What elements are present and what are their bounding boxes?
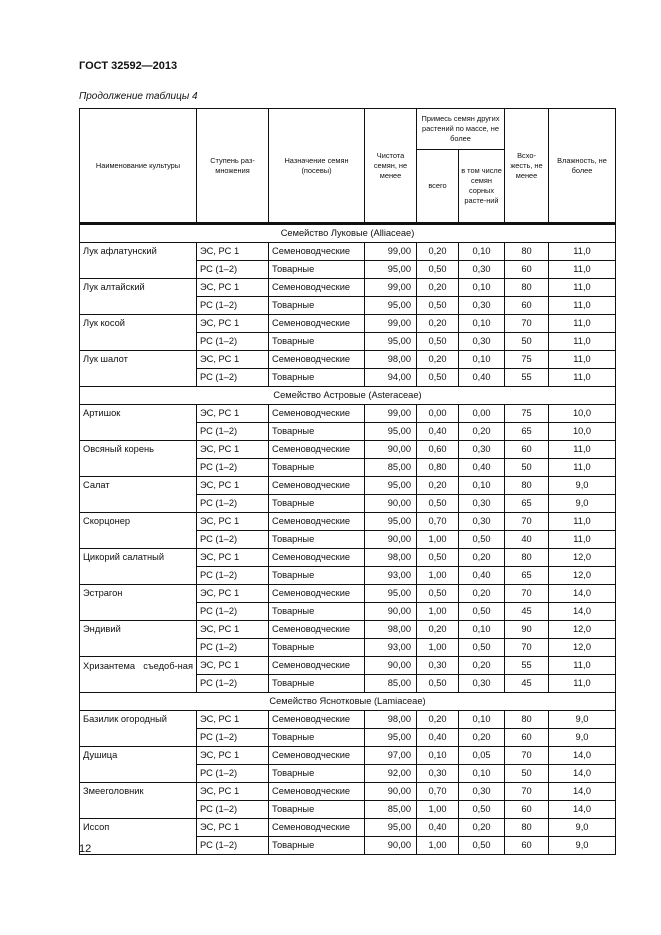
admixture-weeds-cell: 0,05 (459, 747, 505, 765)
germination-cell: 75 (505, 405, 549, 423)
germination-cell: 50 (505, 333, 549, 351)
purity-cell: 90,00 (365, 783, 417, 801)
document-title: ГОСТ 32592—2013 (79, 60, 178, 72)
admixture-total-cell: 0,50 (417, 333, 459, 351)
purity-cell: 93,00 (365, 567, 417, 585)
admixture-weeds-cell: 0,10 (459, 765, 505, 783)
moisture-cell: 11,0 (549, 657, 616, 675)
crop-name (80, 747, 197, 783)
table-row (80, 315, 616, 333)
purity-cell: 93,00 (365, 639, 417, 657)
stage-cell: РС (1–2) (197, 729, 269, 747)
moisture-cell: 9,0 (549, 711, 616, 729)
purpose-cell: Товарные (269, 495, 365, 513)
admixture-weeds-cell: 0,10 (459, 279, 505, 297)
admixture-total-cell: 0,70 (417, 783, 459, 801)
germination-cell: 70 (505, 783, 549, 801)
admixture-total-cell: 1,00 (417, 837, 459, 855)
admixture-weeds-cell: 0,20 (459, 657, 505, 675)
header-purpose: Назначение семян (посевы) (269, 109, 365, 224)
crop-name-text: Салат (83, 480, 110, 490)
purity-cell: 98,00 (365, 351, 417, 369)
stage-cell: РС (1–2) (197, 801, 269, 819)
crop-name-text: Базилик огородный (83, 714, 167, 724)
moisture-cell: 9,0 (549, 837, 616, 855)
admixture-total-cell: 0,20 (417, 243, 459, 261)
stage-cell: ЭС, РС 1 (197, 315, 269, 333)
moisture-cell: 11,0 (549, 333, 616, 351)
purpose-cell: Семеноводческие (269, 279, 365, 297)
crop-name (80, 657, 197, 693)
table-row (80, 279, 616, 297)
stage-cell: ЭС, РС 1 (197, 657, 269, 675)
header-crop: Наименование культуры (80, 109, 197, 224)
admixture-total-cell: 0,30 (417, 657, 459, 675)
admixture-total-cell: 1,00 (417, 603, 459, 621)
moisture-cell: 14,0 (549, 585, 616, 603)
admixture-total-cell: 0,20 (417, 315, 459, 333)
moisture-cell: 14,0 (549, 801, 616, 819)
family-row (80, 225, 616, 243)
table-row (80, 621, 616, 639)
stage-cell: ЭС, РС 1 (197, 243, 269, 261)
moisture-cell: 11,0 (549, 369, 616, 387)
purpose-cell: Товарные (269, 531, 365, 549)
germination-cell: 55 (505, 369, 549, 387)
admixture-total-cell: 0,40 (417, 729, 459, 747)
family-row (80, 693, 616, 711)
purpose-cell: Товарные (269, 603, 365, 621)
crop-name (80, 513, 197, 549)
table-row (80, 405, 616, 423)
purity-cell: 90,00 (365, 603, 417, 621)
purpose-cell: Семеноводческие (269, 243, 365, 261)
crop-name-text: Душица (83, 750, 118, 760)
admixture-total-cell: 0,50 (417, 261, 459, 279)
germination-cell: 60 (505, 441, 549, 459)
moisture-cell: 9,0 (549, 819, 616, 837)
purpose-cell: Семеноводческие (269, 585, 365, 603)
crop-name (80, 315, 197, 351)
stage-cell: ЭС, РС 1 (197, 513, 269, 531)
admixture-total-cell: 1,00 (417, 531, 459, 549)
germination-cell: 45 (505, 675, 549, 693)
purpose-cell: Семеноводческие (269, 819, 365, 837)
germination-cell: 55 (505, 657, 549, 675)
purity-cell: 99,00 (365, 405, 417, 423)
germination-cell: 80 (505, 243, 549, 261)
header-stage: Ступень раз-множения (197, 109, 269, 224)
germination-cell: 80 (505, 549, 549, 567)
crop-name (80, 621, 197, 657)
moisture-cell: 12,0 (549, 639, 616, 657)
germination-cell: 45 (505, 603, 549, 621)
admixture-weeds-cell: 0,30 (459, 261, 505, 279)
crop-name (80, 783, 197, 819)
table-continuation-caption: Продолжение таблицы 4 (79, 91, 198, 102)
germination-cell: 50 (505, 459, 549, 477)
germination-cell: 60 (505, 801, 549, 819)
admixture-weeds-cell: 0,30 (459, 441, 505, 459)
admixture-weeds-cell: 0,20 (459, 819, 505, 837)
table-row (80, 243, 616, 261)
purity-cell: 99,00 (365, 279, 417, 297)
admixture-total-cell: 0,50 (417, 549, 459, 567)
purity-cell: 90,00 (365, 531, 417, 549)
crop-name-text: Лук алтайский (83, 282, 145, 292)
moisture-cell: 11,0 (549, 441, 616, 459)
purity-cell: 98,00 (365, 549, 417, 567)
moisture-cell: 11,0 (549, 243, 616, 261)
stage-cell: ЭС, РС 1 (197, 585, 269, 603)
stage-cell: ЭС, РС 1 (197, 549, 269, 567)
purity-cell: 95,00 (365, 423, 417, 441)
purpose-cell: Товарные (269, 423, 365, 441)
crop-name-text: Артишок (83, 408, 121, 418)
moisture-cell: 14,0 (549, 765, 616, 783)
page-number: 12 (79, 843, 92, 855)
purpose-cell: Семеноводческие (269, 747, 365, 765)
moisture-cell: 9,0 (549, 477, 616, 495)
admixture-weeds-cell: 0,40 (459, 567, 505, 585)
purity-cell: 90,00 (365, 495, 417, 513)
germination-cell: 65 (505, 567, 549, 585)
crop-name-text: Цикорий салатный (83, 552, 165, 562)
header-purity: Чистота семян, не менее (365, 109, 417, 224)
header-admixture-weeds: в том числе семян сорных расте-ний (459, 150, 505, 224)
crop-name (80, 819, 197, 855)
purpose-cell: Товарные (269, 297, 365, 315)
purity-cell: 92,00 (365, 765, 417, 783)
germination-cell: 60 (505, 297, 549, 315)
moisture-cell: 11,0 (549, 297, 616, 315)
purity-cell: 94,00 (365, 369, 417, 387)
crop-name-text: Змееголовник (83, 786, 144, 796)
stage-cell: ЭС, РС 1 (197, 747, 269, 765)
admixture-total-cell: 0,50 (417, 369, 459, 387)
moisture-cell: 14,0 (549, 747, 616, 765)
header-admixture: Примесь семян других растений по массе, не более (417, 109, 505, 150)
germination-cell: 80 (505, 819, 549, 837)
purity-cell: 85,00 (365, 801, 417, 819)
stage-cell: РС (1–2) (197, 531, 269, 549)
purity-cell: 95,00 (365, 819, 417, 837)
germination-cell: 65 (505, 495, 549, 513)
purpose-cell: Товарные (269, 459, 365, 477)
family-row (80, 387, 616, 405)
stage-cell: РС (1–2) (197, 297, 269, 315)
crop-name-text: Эндивий (83, 624, 121, 634)
germination-cell: 75 (505, 351, 549, 369)
purity-cell: 95,00 (365, 477, 417, 495)
germination-cell: 70 (505, 747, 549, 765)
admixture-total-cell: 1,00 (417, 567, 459, 585)
table-row (80, 783, 616, 801)
purpose-cell: Товарные (269, 675, 365, 693)
germination-cell: 40 (505, 531, 549, 549)
purpose-cell: Товарные (269, 261, 365, 279)
germination-cell: 80 (505, 279, 549, 297)
admixture-total-cell: 0,00 (417, 405, 459, 423)
moisture-cell: 12,0 (549, 567, 616, 585)
moisture-cell: 9,0 (549, 729, 616, 747)
moisture-cell: 10,0 (549, 423, 616, 441)
admixture-weeds-cell: 0,00 (459, 405, 505, 423)
moisture-cell: 11,0 (549, 261, 616, 279)
purpose-cell: Семеноводческие (269, 351, 365, 369)
stage-cell: ЭС, РС 1 (197, 477, 269, 495)
purpose-cell: Товарные (269, 567, 365, 585)
purity-cell: 95,00 (365, 729, 417, 747)
header-moisture: Влажность, не более (549, 109, 616, 224)
purity-cell: 85,00 (365, 459, 417, 477)
stage-cell: РС (1–2) (197, 369, 269, 387)
crop-name-text: Эстрагон (83, 588, 123, 598)
purpose-cell: Семеноводческие (269, 621, 365, 639)
purity-cell: 95,00 (365, 297, 417, 315)
purity-cell: 98,00 (365, 711, 417, 729)
crop-name (80, 243, 197, 279)
family-name: Семейство Яснотковые (Lamiaceae) (80, 693, 616, 711)
stage-cell: ЭС, РС 1 (197, 783, 269, 801)
admixture-weeds-cell: 0,20 (459, 549, 505, 567)
moisture-cell: 12,0 (549, 621, 616, 639)
admixture-total-cell: 1,00 (417, 801, 459, 819)
purity-cell: 99,00 (365, 315, 417, 333)
purpose-cell: Семеноводческие (269, 783, 365, 801)
admixture-weeds-cell: 0,20 (459, 585, 505, 603)
crop-name (80, 279, 197, 315)
table-row (80, 657, 616, 675)
stage-cell: РС (1–2) (197, 837, 269, 855)
table-row (80, 351, 616, 369)
admixture-total-cell: 0,30 (417, 765, 459, 783)
moisture-cell: 11,0 (549, 459, 616, 477)
admixture-weeds-cell: 0,50 (459, 801, 505, 819)
crop-name-text: Иссоп (83, 822, 110, 832)
header-germination: Всхо-жесть, не менее (505, 109, 549, 224)
stage-cell: ЭС, РС 1 (197, 441, 269, 459)
table-row (80, 549, 616, 567)
purpose-cell: Семеноводческие (269, 549, 365, 567)
table-row (80, 585, 616, 603)
table-row (80, 441, 616, 459)
germination-cell: 60 (505, 837, 549, 855)
purpose-cell: Семеноводческие (269, 657, 365, 675)
germination-cell: 65 (505, 423, 549, 441)
stage-cell: РС (1–2) (197, 639, 269, 657)
stage-cell: ЭС, РС 1 (197, 621, 269, 639)
table-row (80, 711, 616, 729)
crop-name-text: Лук косой (83, 318, 125, 328)
table-row (80, 819, 616, 837)
stage-cell: ЭС, РС 1 (197, 405, 269, 423)
admixture-total-cell: 0,50 (417, 297, 459, 315)
moisture-cell: 10,0 (549, 405, 616, 423)
purpose-cell: Товарные (269, 765, 365, 783)
purpose-cell: Семеноводческие (269, 441, 365, 459)
moisture-cell: 11,0 (549, 531, 616, 549)
crop-name-text: Хризантема съедоб-ная (83, 661, 193, 671)
purity-cell: 90,00 (365, 657, 417, 675)
admixture-total-cell: 0,20 (417, 351, 459, 369)
crop-name-text: Скорцонер (83, 516, 131, 526)
admixture-weeds-cell: 0,10 (459, 243, 505, 261)
stage-cell: РС (1–2) (197, 765, 269, 783)
stage-cell: ЭС, РС 1 (197, 711, 269, 729)
admixture-weeds-cell: 0,40 (459, 459, 505, 477)
admixture-weeds-cell: 0,10 (459, 351, 505, 369)
admixture-total-cell: 0,50 (417, 675, 459, 693)
purpose-cell: Семеноводческие (269, 513, 365, 531)
crop-name-text: Лук шалот (83, 354, 128, 364)
purity-cell: 95,00 (365, 333, 417, 351)
crop-name (80, 405, 197, 441)
germination-cell: 70 (505, 315, 549, 333)
admixture-weeds-cell: 0,30 (459, 783, 505, 801)
germination-cell: 80 (505, 477, 549, 495)
purity-cell: 97,00 (365, 747, 417, 765)
crop-name-text: Овсяный корень (83, 444, 155, 454)
stage-cell: ЭС, РС 1 (197, 819, 269, 837)
purity-cell: 99,00 (365, 243, 417, 261)
admixture-weeds-cell: 0,10 (459, 477, 505, 495)
moisture-cell: 11,0 (549, 315, 616, 333)
purity-cell: 98,00 (365, 621, 417, 639)
germination-cell: 50 (505, 765, 549, 783)
seed-quality-table (79, 108, 616, 855)
purpose-cell: Товарные (269, 639, 365, 657)
purpose-cell: Товарные (269, 837, 365, 855)
moisture-cell: 12,0 (549, 549, 616, 567)
moisture-cell: 11,0 (549, 279, 616, 297)
family-name: Семейство Луковые (Alliaceae) (80, 225, 616, 243)
admixture-total-cell: 0,20 (417, 621, 459, 639)
crop-name (80, 477, 197, 513)
purpose-cell: Товарные (269, 333, 365, 351)
purpose-cell: Семеноводческие (269, 711, 365, 729)
moisture-cell: 11,0 (549, 351, 616, 369)
purity-cell: 95,00 (365, 261, 417, 279)
admixture-weeds-cell: 0,50 (459, 639, 505, 657)
purpose-cell: Товарные (269, 801, 365, 819)
crop-name (80, 351, 197, 387)
purpose-cell: Семеноводческие (269, 477, 365, 495)
germination-cell: 70 (505, 639, 549, 657)
admixture-total-cell: 1,00 (417, 639, 459, 657)
purity-cell: 95,00 (365, 513, 417, 531)
admixture-total-cell: 0,50 (417, 585, 459, 603)
purity-cell: 95,00 (365, 585, 417, 603)
stage-cell: РС (1–2) (197, 603, 269, 621)
stage-cell: РС (1–2) (197, 423, 269, 441)
moisture-cell: 14,0 (549, 603, 616, 621)
moisture-cell: 14,0 (549, 783, 616, 801)
moisture-cell: 9,0 (549, 495, 616, 513)
admixture-weeds-cell: 0,30 (459, 297, 505, 315)
table-body (80, 223, 616, 855)
stage-cell: РС (1–2) (197, 333, 269, 351)
germination-cell: 60 (505, 729, 549, 747)
purity-cell: 90,00 (365, 441, 417, 459)
germination-cell: 80 (505, 711, 549, 729)
stage-cell: РС (1–2) (197, 261, 269, 279)
purpose-cell: Семеноводческие (269, 405, 365, 423)
admixture-weeds-cell: 0,40 (459, 369, 505, 387)
crop-name (80, 549, 197, 585)
purpose-cell: Товарные (269, 369, 365, 387)
stage-cell: РС (1–2) (197, 567, 269, 585)
germination-cell: 60 (505, 261, 549, 279)
table-row (80, 477, 616, 495)
crop-name (80, 711, 197, 747)
table-row (80, 747, 616, 765)
admixture-weeds-cell: 0,10 (459, 315, 505, 333)
purity-cell: 90,00 (365, 837, 417, 855)
admixture-total-cell: 0,50 (417, 495, 459, 513)
admixture-total-cell: 0,10 (417, 747, 459, 765)
admixture-weeds-cell: 0,30 (459, 513, 505, 531)
admixture-weeds-cell: 0,30 (459, 675, 505, 693)
admixture-total-cell: 0,80 (417, 459, 459, 477)
germination-cell: 90 (505, 621, 549, 639)
header-admixture-total: всего (417, 150, 459, 224)
admixture-weeds-cell: 0,30 (459, 495, 505, 513)
admixture-weeds-cell: 0,10 (459, 711, 505, 729)
admixture-weeds-cell: 0,50 (459, 531, 505, 549)
admixture-weeds-cell: 0,30 (459, 333, 505, 351)
admixture-total-cell: 0,40 (417, 819, 459, 837)
crop-name-text: Лук афлатунский (83, 246, 157, 256)
purpose-cell: Семеноводческие (269, 315, 365, 333)
admixture-total-cell: 0,40 (417, 423, 459, 441)
stage-cell: ЭС, РС 1 (197, 279, 269, 297)
admixture-weeds-cell: 0,50 (459, 837, 505, 855)
admixture-total-cell: 0,20 (417, 477, 459, 495)
admixture-weeds-cell: 0,20 (459, 729, 505, 747)
table-row (80, 513, 616, 531)
stage-cell: ЭС, РС 1 (197, 351, 269, 369)
admixture-total-cell: 0,20 (417, 711, 459, 729)
moisture-cell: 11,0 (549, 675, 616, 693)
stage-cell: РС (1–2) (197, 459, 269, 477)
stage-cell: РС (1–2) (197, 495, 269, 513)
stage-cell: РС (1–2) (197, 675, 269, 693)
admixture-total-cell: 0,70 (417, 513, 459, 531)
admixture-total-cell: 0,60 (417, 441, 459, 459)
admixture-total-cell: 0,20 (417, 279, 459, 297)
admixture-weeds-cell: 0,50 (459, 603, 505, 621)
purity-cell: 85,00 (365, 675, 417, 693)
purpose-cell: Товарные (269, 729, 365, 747)
family-name: Семейство Астровые (Asteraceae) (80, 387, 616, 405)
admixture-weeds-cell: 0,10 (459, 621, 505, 639)
admixture-weeds-cell: 0,20 (459, 423, 505, 441)
moisture-cell: 11,0 (549, 513, 616, 531)
crop-name (80, 585, 197, 621)
crop-name (80, 441, 197, 477)
germination-cell: 70 (505, 585, 549, 603)
germination-cell: 70 (505, 513, 549, 531)
